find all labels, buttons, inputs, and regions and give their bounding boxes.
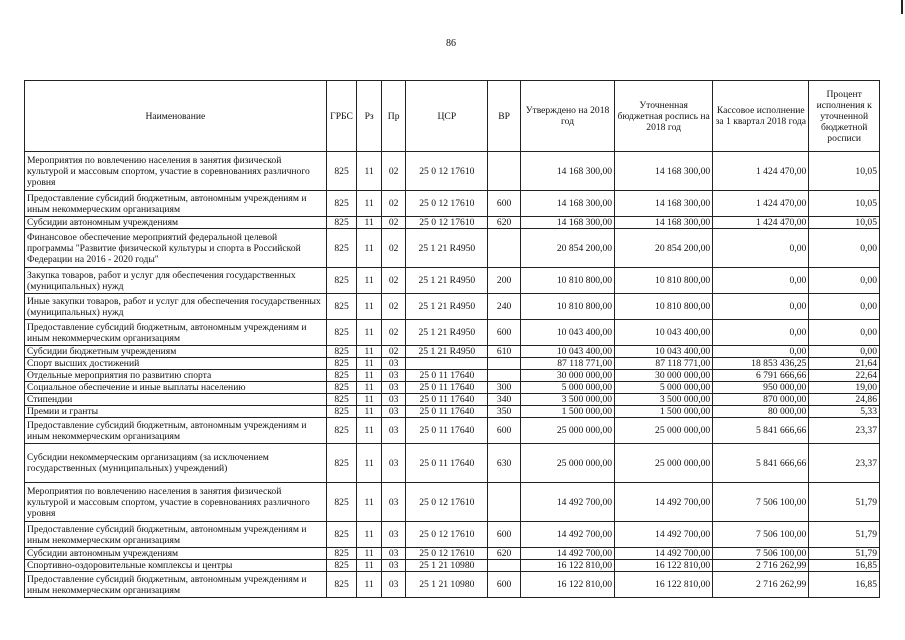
row-csr: 25 0 11 17640 [406,370,488,382]
row-grbs: 825 [326,268,357,294]
table-row [25,522,880,548]
row-name: Субсидии бюджетным учреждениям [25,346,327,358]
row-percent: 51,79 [809,548,880,560]
row-vr [488,560,521,572]
row-csr: 25 0 11 17640 [406,382,488,394]
row-name: Закупка товаров, работ и услуг для обеспечения государственных (муниципальных) нужд [25,268,327,294]
row-approved: 30 000 000,00 [520,370,614,382]
row-name: Предоставление субсидий бюджетным, автономным учреждениям и иным некоммерческим организациям [25,320,327,346]
row-approved: 5 000 000,00 [520,382,614,394]
row-percent: 51,79 [809,483,880,522]
row-refined: 14 492 700,00 [615,483,713,522]
table-row [25,217,880,229]
row-name: Предоставление субсидий бюджетным, автономным учреждениям и иным некоммерческим организациям [25,191,327,217]
table-row [25,418,880,444]
table-row [25,382,880,394]
row-refined: 20 854 200,00 [615,229,713,268]
row-vr: 200 [488,268,521,294]
row-rz: 11 [357,548,382,560]
page-number: 86 [446,38,456,49]
row-vr: 600 [488,320,521,346]
row-cash: 0,00 [713,346,809,358]
row-pr: 03 [381,358,406,370]
row-name: Стипендии [25,394,327,406]
row-vr [488,483,521,522]
row-csr: 25 0 12 17610 [406,217,488,229]
row-name: Премии и гранты [25,406,327,418]
row-vr: 600 [488,572,521,598]
row-cash: 950 000,00 [713,382,809,394]
header-vr: ВР [488,81,521,152]
row-percent: 0,00 [809,229,880,268]
row-approved: 14 168 300,00 [520,152,614,191]
row-name: Мероприятия по вовлечению населения в занятия физической культурой и массовым спортом, участие в соревнованиях различного уровня [25,483,327,522]
header-name: Наименование [25,81,327,152]
row-grbs: 825 [326,394,357,406]
row-pr: 02 [381,320,406,346]
row-name: Отдельные мероприятия по развитию спорта [25,370,327,382]
row-approved: 14 168 300,00 [520,217,614,229]
row-percent: 19,00 [809,382,880,394]
row-vr: 620 [488,548,521,560]
row-cash: 5 841 666,66 [713,444,809,483]
table-row [25,560,880,572]
row-rz: 11 [357,346,382,358]
row-rz: 11 [357,370,382,382]
row-grbs: 825 [326,406,357,418]
row-cash: 5 841 666,66 [713,418,809,444]
row-grbs: 825 [326,191,357,217]
table-row [25,406,880,418]
row-refined: 30 000 000,00 [615,370,713,382]
row-csr: 25 0 11 17640 [406,418,488,444]
row-csr: 25 0 12 17610 [406,522,488,548]
row-grbs: 825 [326,320,357,346]
row-approved: 16 122 810,00 [520,572,614,598]
table-row [25,229,880,268]
row-refined: 25 000 000,00 [615,444,713,483]
row-cash: 1 424 470,00 [713,191,809,217]
row-vr [488,358,521,370]
row-rz: 11 [357,358,382,370]
table-row [25,394,880,406]
row-pr: 03 [381,548,406,560]
row-name: Мероприятия по вовлечению населения в занятия физической культурой и массовым спортом, участие в соревнованиях различного уровня [25,152,327,191]
row-pr: 03 [381,522,406,548]
row-percent: 22,64 [809,370,880,382]
row-percent: 23,37 [809,444,880,483]
row-grbs: 825 [326,229,357,268]
row-vr: 300 [488,382,521,394]
row-refined: 10 043 400,00 [615,346,713,358]
row-cash: 7 506 100,00 [713,548,809,560]
row-refined: 14 492 700,00 [615,522,713,548]
row-rz: 11 [357,217,382,229]
table-row [25,191,880,217]
table-header-row [25,81,880,152]
row-rz: 11 [357,522,382,548]
row-csr: 25 1 21 R4950 [406,229,488,268]
row-csr: 25 0 12 17610 [406,483,488,522]
row-cash: 1 424 470,00 [713,217,809,229]
row-approved: 10 810 800,00 [520,268,614,294]
row-approved: 14 492 700,00 [520,548,614,560]
row-csr: 25 1 21 R4950 [406,294,488,320]
row-rz: 11 [357,294,382,320]
row-csr: 25 0 12 17610 [406,191,488,217]
header-csr: ЦСР [406,81,488,152]
row-approved: 10 043 400,00 [520,320,614,346]
row-name: Спортивно-оздоровительные комплексы и центры [25,560,327,572]
row-name: Субсидии некоммерческим организациям (за исключением государственных (муниципальных) учреждений) [25,444,327,483]
row-pr: 02 [381,346,406,358]
row-pr: 03 [381,394,406,406]
row-pr: 03 [381,572,406,598]
row-pr: 03 [381,370,406,382]
row-approved: 14 168 300,00 [520,191,614,217]
row-csr: 25 0 11 17640 [406,394,488,406]
row-csr: 25 1 21 10980 [406,560,488,572]
row-percent: 10,05 [809,152,880,191]
table-row [25,444,880,483]
row-refined: 87 118 771,00 [615,358,713,370]
row-grbs: 825 [326,522,357,548]
row-pr: 03 [381,382,406,394]
row-approved: 3 500 000,00 [520,394,614,406]
row-grbs: 825 [326,358,357,370]
budget-table [24,80,880,598]
row-vr [488,370,521,382]
row-vr [488,152,521,191]
row-refined: 10 043 400,00 [615,320,713,346]
row-percent: 51,79 [809,522,880,548]
row-approved: 14 492 700,00 [520,483,614,522]
row-approved: 25 000 000,00 [520,418,614,444]
header-refined: Уточненная бюджетная роспись на 2018 год [615,81,713,152]
row-vr: 240 [488,294,521,320]
row-vr: 600 [488,191,521,217]
row-rz: 11 [357,268,382,294]
row-percent: 0,00 [809,346,880,358]
row-rz: 11 [357,229,382,268]
edge-mark [901,0,903,14]
row-percent: 0,00 [809,294,880,320]
row-cash: 18 853 436,25 [713,358,809,370]
table-row [25,358,880,370]
row-rz: 11 [357,483,382,522]
row-name: Предоставление субсидий бюджетным, автономным учреждениям и иным некоммерческим организациям [25,572,327,598]
row-percent: 10,05 [809,217,880,229]
row-grbs: 825 [326,217,357,229]
header-cash: Кассовое исполнение за 1 квартал 2018 года [713,81,809,152]
table-row [25,572,880,598]
table-row [25,152,880,191]
row-cash: 7 506 100,00 [713,522,809,548]
row-pr: 03 [381,483,406,522]
row-grbs: 825 [326,444,357,483]
row-approved: 1 500 000,00 [520,406,614,418]
row-percent: 16,85 [809,560,880,572]
row-name: Социальное обеспечение и иные выплаты населению [25,382,327,394]
row-grbs: 825 [326,548,357,560]
row-refined: 1 500 000,00 [615,406,713,418]
row-csr: 25 1 21 10980 [406,572,488,598]
row-approved: 25 000 000,00 [520,444,614,483]
row-vr: 340 [488,394,521,406]
row-rz: 11 [357,394,382,406]
row-cash: 0,00 [713,320,809,346]
row-vr: 620 [488,217,521,229]
row-refined: 5 000 000,00 [615,382,713,394]
header-approved: Утверждено на 2018 год [520,81,614,152]
row-csr: 25 1 21 R4950 [406,346,488,358]
header-pr: Пр [381,81,406,152]
row-percent: 24,86 [809,394,880,406]
table-row [25,294,880,320]
row-name: Финансовое обеспечение мероприятий федеральной целевой программы "Развитие физической культуры и спорта в Российской Федерации на 2016 - 2020 годы" [25,229,327,268]
row-approved: 16 122 810,00 [520,560,614,572]
row-pr: 02 [381,191,406,217]
row-refined: 16 122 810,00 [615,572,713,598]
row-refined: 14 168 300,00 [615,152,713,191]
row-csr: 25 0 11 17640 [406,406,488,418]
row-refined: 3 500 000,00 [615,394,713,406]
row-rz: 11 [357,444,382,483]
row-cash: 870 000,00 [713,394,809,406]
row-vr: 600 [488,522,521,548]
row-vr: 350 [488,406,521,418]
row-percent: 16,85 [809,572,880,598]
row-vr [488,229,521,268]
row-pr: 03 [381,418,406,444]
table-row [25,370,880,382]
row-percent: 10,05 [809,191,880,217]
row-percent: 5,33 [809,406,880,418]
row-refined: 14 168 300,00 [615,217,713,229]
row-csr: 25 1 21 R4950 [406,320,488,346]
row-grbs: 825 [326,560,357,572]
row-refined: 10 810 800,00 [615,294,713,320]
row-name: Иные закупки товаров, работ и услуг для обеспечения государственных (муниципальных) нужд [25,294,327,320]
row-grbs: 825 [326,572,357,598]
row-rz: 11 [357,418,382,444]
header-grbs: ГРБС [326,81,357,152]
row-vr: 600 [488,418,521,444]
row-csr: 25 0 11 17640 [406,444,488,483]
row-pr: 02 [381,217,406,229]
row-refined: 16 122 810,00 [615,560,713,572]
row-grbs: 825 [326,346,357,358]
row-pr: 03 [381,444,406,483]
row-cash: 0,00 [713,294,809,320]
table-row [25,268,880,294]
row-pr: 02 [381,294,406,320]
table-row [25,346,880,358]
row-grbs: 825 [326,370,357,382]
row-percent: 21,64 [809,358,880,370]
row-rz: 11 [357,191,382,217]
row-refined: 14 168 300,00 [615,191,713,217]
row-pr: 03 [381,560,406,572]
row-approved: 10 810 800,00 [520,294,614,320]
row-pr: 03 [381,406,406,418]
row-refined: 25 000 000,00 [615,418,713,444]
row-grbs: 825 [326,418,357,444]
row-csr [406,358,488,370]
row-approved: 20 854 200,00 [520,229,614,268]
row-cash: 6 791 666,66 [713,370,809,382]
row-grbs: 825 [326,483,357,522]
row-refined: 10 810 800,00 [615,268,713,294]
row-rz: 11 [357,382,382,394]
table-row [25,320,880,346]
row-cash: 0,00 [713,268,809,294]
row-approved: 10 043 400,00 [520,346,614,358]
row-rz: 11 [357,560,382,572]
row-percent: 0,00 [809,320,880,346]
row-refined: 14 492 700,00 [615,548,713,560]
row-percent: 0,00 [809,268,880,294]
row-cash: 2 716 262,99 [713,572,809,598]
row-cash: 80 000,00 [713,406,809,418]
row-grbs: 825 [326,152,357,191]
row-rz: 11 [357,320,382,346]
row-csr: 25 1 21 R4950 [406,268,488,294]
row-approved: 87 118 771,00 [520,358,614,370]
row-grbs: 825 [326,294,357,320]
row-cash: 7 506 100,00 [713,483,809,522]
row-cash: 1 424 470,00 [713,152,809,191]
header-rz: Рз [357,81,382,152]
row-cash: 0,00 [713,229,809,268]
row-name: Предоставление субсидий бюджетным, автономным учреждениям и иным некоммерческим организациям [25,522,327,548]
header-percent: Процент исполнения к уточненной бюджетной росписи [809,81,880,152]
row-approved: 14 492 700,00 [520,522,614,548]
row-name: Спорт высших достижений [25,358,327,370]
row-rz: 11 [357,406,382,418]
row-grbs: 825 [326,382,357,394]
row-csr: 25 0 12 17610 [406,548,488,560]
row-vr: 630 [488,444,521,483]
row-vr: 610 [488,346,521,358]
table-row [25,548,880,560]
row-rz: 11 [357,572,382,598]
row-csr: 25 0 12 17610 [406,152,488,191]
row-pr: 02 [381,229,406,268]
table-row [25,483,880,522]
row-pr: 02 [381,152,406,191]
row-percent: 23,37 [809,418,880,444]
row-name: Субсидии автономным учреждениям [25,548,327,560]
row-name: Предоставление субсидий бюджетным, автономным учреждениям и иным некоммерческим организациям [25,418,327,444]
row-rz: 11 [357,152,382,191]
row-pr: 02 [381,268,406,294]
row-name: Субсидии автономным учреждениям [25,217,327,229]
row-cash: 2 716 262,99 [713,560,809,572]
